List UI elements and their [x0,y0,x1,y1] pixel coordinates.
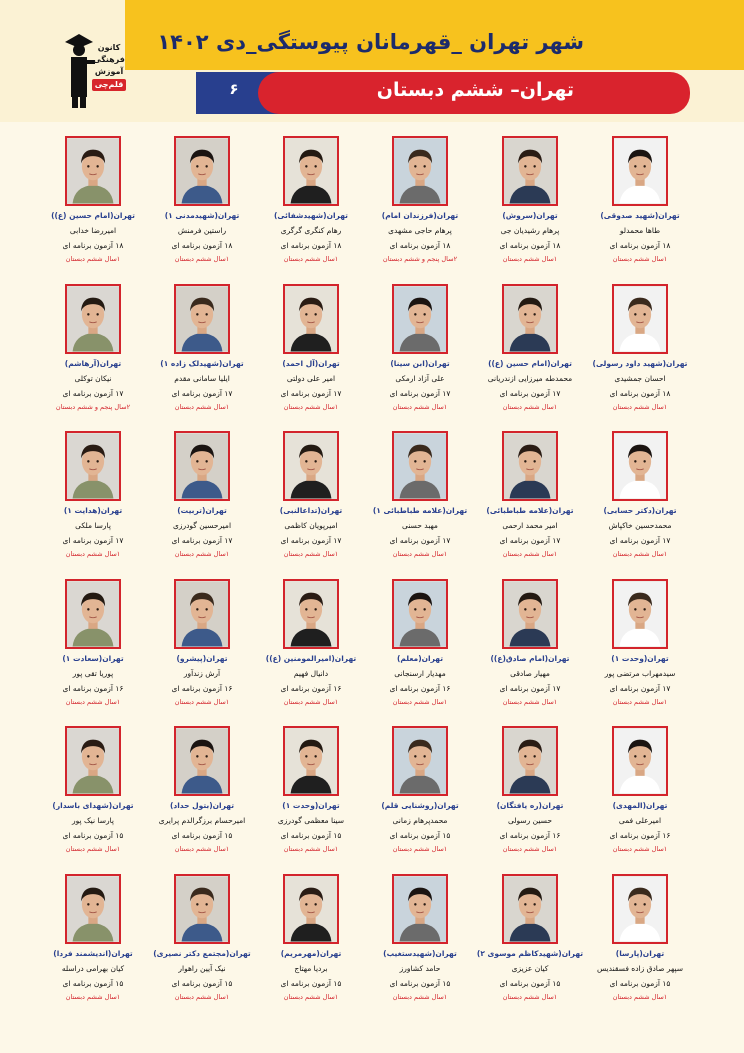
school-name: تهران(سروش) [502,211,558,220]
student-photo [174,284,230,354]
student-photo [502,579,558,649]
portrait-icon [614,876,666,942]
student-card [360,579,480,724]
school-name: تهران(آل احمد) [282,359,340,368]
student-name: نیک آیین راهوار [178,964,226,973]
student-card [142,431,262,576]
student-name: امیرپویان کاظمی [284,521,338,530]
page-number: ۶ [229,80,239,98]
student-name: امیرحسین گودرزی [172,521,232,530]
years-label: ۱سال ششم دبستان [392,993,448,1001]
exam-count: ۱۷ آزمون برنامه ای [280,389,342,398]
years-label: ۱سال ششم دبستان [174,255,230,263]
exam-count: ۱۷ آزمون برنامه ای [280,536,342,545]
student-name: مهدیار ارسنجانی [394,669,446,678]
school-name: تهران(پارسا) [615,949,665,958]
student-name: محمدپرهام زمانی [392,816,448,825]
student-photo [612,136,668,206]
school-name: تهران(شهیدستغیب) [383,949,457,958]
student-photo [283,726,339,796]
exam-count: ۱۵ آزمون برنامه ای [171,979,233,988]
years-label: ۱سال ششم دبستان [612,550,668,558]
years-label: ۱سال ششم دبستان [612,845,668,853]
student-card [580,136,700,281]
student-card [33,726,153,871]
student-name: دانیال فهیم [293,669,329,678]
school-name: تهران(شهدای باسدار) [52,801,134,810]
years-label: ۱سال ششم دبستان [612,993,668,1001]
school-name: تهران(روشنایی قلم) [381,801,459,810]
student-photo [392,579,448,649]
exam-count: ۱۷ آزمون برنامه ای [171,389,233,398]
portrait-icon [176,581,228,647]
school-name: تهران(تربیت) [177,506,227,515]
student-name: مهبد حسنی [402,521,438,530]
portrait-icon [394,286,446,352]
student-name: رهام کنگری گرگری [280,226,342,235]
exam-count: ۱۵ آزمون برنامه ای [499,979,561,988]
portrait-icon [614,138,666,204]
student-name: علی آزاد ارمکی [395,374,445,383]
portrait-icon [504,728,556,794]
years-label: ۱سال ششم دبستان [392,698,448,706]
student-card [360,726,480,871]
portrait-icon [394,581,446,647]
student-photo [502,136,558,206]
school-name: تهران(المهدی) [612,801,668,810]
section-title: تهران– ششم دبستان [376,79,574,101]
years-label: ۱سال ششم دبستان [174,550,230,558]
school-name: تهران(شهیدمدنی ۱) [164,211,240,220]
student-photo [612,431,668,501]
student-card [470,726,590,871]
years-label: ۱سال ششم دبستان [392,550,448,558]
student-name: سیدمهراب مرتضی پور [604,669,676,678]
years-label: ۱سال ششم دبستان [65,993,121,1001]
student-card [142,136,262,281]
student-name: پرهام حاجی مشهدی [388,226,452,235]
student-card [142,284,262,429]
logo-line-3: آموزش [94,67,124,76]
exam-count: ۱۷ آزمون برنامه ای [499,536,561,545]
years-label: ۱سال ششم دبستان [283,698,339,706]
portrait-icon [504,876,556,942]
years-label: ۲سال پنجم و ششم دبستان [55,403,131,411]
student-card [580,726,700,871]
student-card [360,874,480,1019]
portrait-icon [504,286,556,352]
student-photo [174,579,230,649]
student-card [360,431,480,576]
portrait-icon [285,138,337,204]
years-label: ۱سال ششم دبستان [174,845,230,853]
students-grid [44,136,700,1036]
student-photo [283,284,339,354]
student-photo [502,874,558,944]
student-name: امیر علی دولتی [286,374,336,383]
school-name: تهران(پیشرو) [176,654,228,663]
student-card [251,431,371,576]
portrait-icon [67,433,119,499]
school-name: تهران(مجتمع دکتر نصیری) [153,949,251,958]
school-name: تهران(فرزندان امام) [381,211,459,220]
exam-count: ۱۷ آزمون برنامه ای [62,389,124,398]
student-photo [65,136,121,206]
years-label: ۱سال ششم دبستان [502,255,558,263]
years-label: ۱سال ششم دبستان [283,993,339,1001]
student-card [33,579,153,724]
exam-count: ۱۸ آزمون برنامه ای [609,389,671,398]
exam-count: ۱۷ آزمون برنامه ای [609,536,671,545]
exam-count: ۱۷ آزمون برنامه ای [389,536,451,545]
student-photo [65,874,121,944]
student-card [251,726,371,871]
student-card [33,136,153,281]
portrait-icon [67,286,119,352]
student-photo [174,431,230,501]
kanoon-logo [55,22,127,118]
years-label: ۱سال ششم دبستان [392,403,448,411]
exam-count: ۱۷ آزمون برنامه ای [609,684,671,693]
student-card [470,579,590,724]
portrait-icon [176,138,228,204]
years-label: ۱سال ششم دبستان [283,403,339,411]
exam-count: ۱۵ آزمون برنامه ای [609,979,671,988]
student-card [360,284,480,429]
student-photo [392,874,448,944]
years-label: ۱سال ششم دبستان [502,698,558,706]
student-name: احسان جمشیدی [614,374,666,383]
years-label: ۱سال ششم دبستان [65,550,121,558]
exam-count: ۱۸ آزمون برنامه ای [389,241,451,250]
exam-count: ۱۵ آزمون برنامه ای [389,831,451,840]
page-header [0,0,744,122]
years-label: ۲سال پنجم و ششم دبستان [382,255,458,263]
school-name: تهران(معلم) [396,654,444,663]
years-label: ۱سال ششم دبستان [502,403,558,411]
student-name: امیر محمد ارحمی [502,521,558,530]
student-card [580,579,700,724]
exam-count: ۱۵ آزمون برنامه ای [389,979,451,988]
student-card [360,136,480,281]
student-card [142,579,262,724]
portrait-icon [67,876,119,942]
school-name: تهران(شهیدلک زاده ۱) [160,359,244,368]
portrait-icon [285,581,337,647]
student-photo [392,726,448,796]
exam-count: ۱۷ آزمون برنامه ای [171,536,233,545]
student-name: ایلیا سامانی مقدم [174,374,230,383]
years-label: ۱سال ششم دبستان [392,845,448,853]
exam-count: ۱۶ آزمون برنامه ای [62,684,124,693]
portrait-icon [394,138,446,204]
school-name: تهران(شهید داود رسولی) [592,359,688,368]
student-name: امیررضا خدابی [69,226,117,235]
student-photo [612,874,668,944]
school-name: تهران(اندیشمند فردا) [53,949,133,958]
student-photo [502,431,558,501]
student-photo [65,431,121,501]
portrait-icon [176,728,228,794]
portrait-icon [394,433,446,499]
portrait-icon [394,728,446,794]
exam-count: ۱۵ آزمون برنامه ای [280,831,342,840]
exam-count: ۱۷ آزمون برنامه ای [389,389,451,398]
exam-count: ۱۶ آزمون برنامه ای [280,684,342,693]
student-photo [174,136,230,206]
student-name: سینا معظمی گودرزی [277,816,345,825]
student-photo [502,726,558,796]
exam-count: ۱۵ آزمون برنامه ای [280,979,342,988]
student-card [33,284,153,429]
exam-count: ۱۸ آزمون برنامه ای [609,241,671,250]
student-name: طاها محمدلو [619,226,661,235]
student-card [470,136,590,281]
school-name: تهران(امام حسین (ع)) [488,359,572,368]
school-name: تهران(شهیدشفائی) [274,211,348,220]
school-name: تهران(امام صادق(ع)) [490,654,570,663]
logo-line-4: قلم‌چی [92,79,127,91]
school-name: تهران(مهرمریم) [280,949,342,958]
student-photo [612,284,668,354]
portrait-icon [176,433,228,499]
school-name: تهران(ابن سینا) [390,359,450,368]
years-label: ۱سال ششم دبستان [283,255,339,263]
school-name: تهران(امیرالمومنین (ع)) [265,654,357,663]
student-name: امیرحسام برزگرالدم پرایری [158,816,246,825]
exam-count: ۱۸ آزمون برنامه ای [280,241,342,250]
student-name: نیکان توکلی [74,374,112,383]
student-photo [612,579,668,649]
school-name: تهران(تداعالنبی) [279,506,343,515]
exam-count: ۱۸ آزمون برنامه ای [62,241,124,250]
student-name: آرش زندآور [183,669,221,678]
student-name: بردیا مهتاج [294,964,328,973]
portrait-icon [504,581,556,647]
student-photo [283,136,339,206]
years-label: ۱سال ششم دبستان [502,845,558,853]
portrait-icon [176,876,228,942]
page-title: شهر تهران _قهرمانان پیوستگی_دی ۱۴۰۲ [157,30,584,54]
portrait-icon [67,728,119,794]
portrait-icon [614,728,666,794]
student-name: محمدطه میرزایی ازندریانی [487,374,573,383]
exam-count: ۱۵ آزمون برنامه ای [171,831,233,840]
portrait-icon [504,433,556,499]
student-card [251,136,371,281]
years-label: ۱سال ششم دبستان [174,403,230,411]
student-name: پرهام رشیدیان جی [500,226,560,235]
exam-count: ۱۷ آزمون برنامه ای [499,684,561,693]
student-photo [612,726,668,796]
student-name: حسین رسولی [507,816,552,825]
exam-count: ۱۷ آزمون برنامه ای [62,536,124,545]
school-name: تهران(دکتر حسابی) [603,506,677,515]
years-label: ۱سال ششم دبستان [65,845,121,853]
student-card [580,284,700,429]
student-photo [502,284,558,354]
student-card [33,874,153,1019]
exam-count: ۱۵ آزمون برنامه ای [62,831,124,840]
exam-count: ۱۸ آزمون برنامه ای [499,241,561,250]
student-card [470,284,590,429]
years-label: ۱سال ششم دبستان [612,698,668,706]
years-label: ۱سال ششم دبستان [502,993,558,1001]
student-card [580,874,700,1019]
logo-line-2: فرهنگی [93,55,125,64]
student-card [33,431,153,576]
portrait-icon [285,728,337,794]
portrait-icon [614,433,666,499]
exam-count: ۱۶ آزمون برنامه ای [609,831,671,840]
student-name: امیرعلی فمی [618,816,662,825]
school-name: تهران(علامه طباطبائی) [486,506,574,515]
years-label: ۱سال ششم دبستان [65,698,121,706]
school-name: تهران(وحدت ۱) [611,654,669,663]
student-name: مهیار صادقی [510,669,550,678]
student-name: محمدحسین خاکپاش [608,521,672,530]
student-name: پارسا ملکی [75,521,111,530]
exam-count: ۱۶ آزمون برنامه ای [171,684,233,693]
student-card [470,431,590,576]
school-name: تهران(بتول حداد) [169,801,235,810]
student-card [470,874,590,1019]
student-card [142,874,262,1019]
student-card [251,874,371,1019]
years-label: ۱سال ششم دبستان [612,403,668,411]
portrait-icon [394,876,446,942]
student-photo [174,726,230,796]
student-photo [283,579,339,649]
student-card [142,726,262,871]
school-name: تهران(شهیدکاظم موسوی ۲) [476,949,584,958]
student-photo [392,136,448,206]
exam-count: ۱۸ آزمون برنامه ای [171,241,233,250]
student-card [251,579,371,724]
exam-count: ۱۵ آزمون برنامه ای [62,979,124,988]
school-name: تهران(امام حسین (ع)) [51,211,135,220]
student-name: پارسا نیک پور [72,816,114,825]
school-name: تهران(آرهاشم) [64,359,122,368]
student-card [580,431,700,576]
portrait-icon [176,286,228,352]
portrait-icon [285,433,337,499]
portrait-icon [614,581,666,647]
student-name: کیان بهرامی دراسله [61,964,125,973]
years-label: ۱سال ششم دبستان [174,698,230,706]
portrait-icon [67,138,119,204]
student-photo [65,284,121,354]
student-name: سپهر صادق زاده فسقندیس [596,964,683,973]
student-name: پوریا تقی پور [72,669,114,678]
student-photo [392,284,448,354]
student-name: کیان عزیزی [511,964,549,973]
school-name: تهران(هدایت ۱) [63,506,123,515]
school-name: تهران(سعادت ۱) [62,654,124,663]
years-label: ۱سال ششم دبستان [502,550,558,558]
exam-count: ۱۷ آزمون برنامه ای [499,389,561,398]
logo-line-1: کانون [97,43,121,52]
exam-count: ۱۶ آزمون برنامه ای [499,831,561,840]
portrait-icon [67,581,119,647]
school-name: تهران(علامه طباطبائی ۱) [372,506,468,515]
logo-wordmark [89,42,129,91]
years-label: ۱سال ششم دبستان [283,845,339,853]
years-label: ۱سال ششم دبستان [174,993,230,1001]
portrait-icon [504,138,556,204]
school-name: تهران(وحدت ۱) [282,801,340,810]
years-label: ۱سال ششم دبستان [283,550,339,558]
student-photo [174,874,230,944]
exam-count: ۱۶ آزمون برنامه ای [389,684,451,693]
student-name: حامد کشاورز [399,964,441,973]
school-name: تهران(ره یافتگان) [496,801,564,810]
portrait-icon [285,286,337,352]
portrait-icon [285,876,337,942]
student-name: راستین فرمنش [177,226,227,235]
student-card [251,284,371,429]
student-photo [283,431,339,501]
student-photo [392,431,448,501]
student-photo [65,579,121,649]
school-name: تهران(شهید صدوقی) [600,211,680,220]
years-label: ۱سال ششم دبستان [65,255,121,263]
student-photo [283,874,339,944]
portrait-icon [614,286,666,352]
years-label: ۱سال ششم دبستان [612,255,668,263]
student-photo [65,726,121,796]
